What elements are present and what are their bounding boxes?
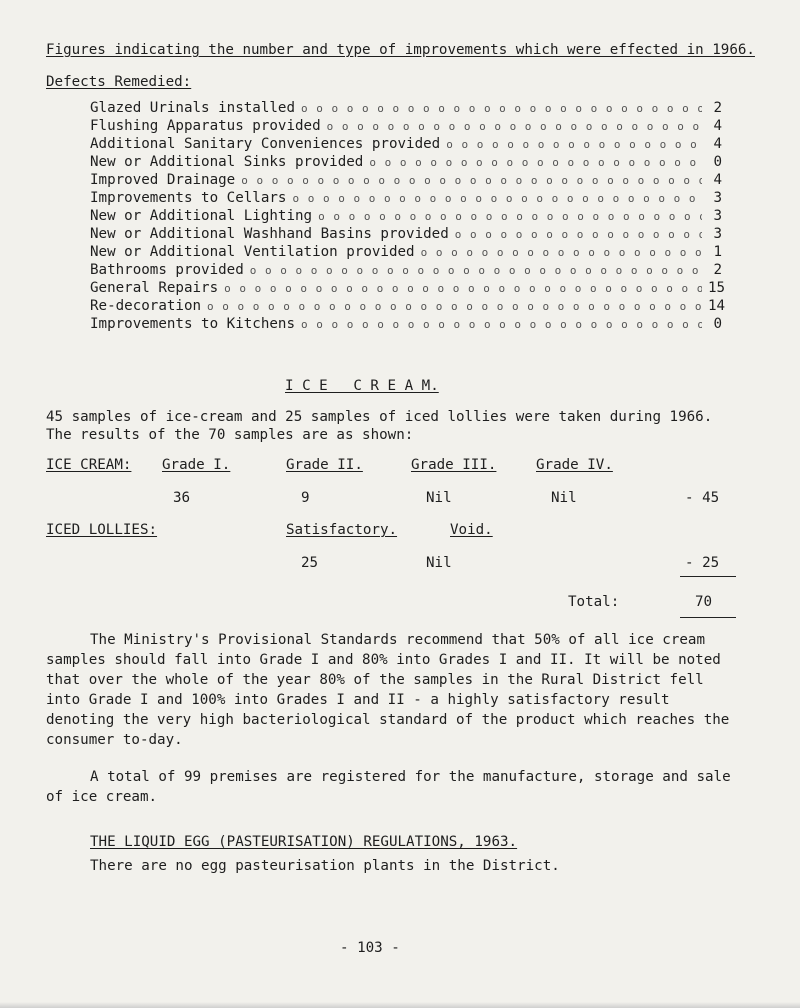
defect-label: Improved Drainage — [90, 172, 236, 188]
defect-label: Glazed Urinals installed — [90, 100, 295, 116]
grade-2-value: 9 — [301, 490, 310, 506]
void-value: Nil — [426, 555, 452, 571]
defect-row — [90, 154, 722, 172]
defect-row — [90, 136, 722, 154]
ice-cream-total: - 45 — [685, 490, 720, 506]
defect-label: General Repairs — [90, 280, 219, 296]
defect-row — [90, 280, 726, 298]
defect-row — [90, 262, 722, 280]
iced-lollies-total: - 25 — [685, 555, 720, 571]
total-underline — [680, 617, 736, 618]
grade-3-value: Nil — [426, 490, 452, 506]
leader-dots — [224, 282, 702, 295]
leader-dots — [446, 138, 702, 151]
premises-paragraph: A total of 99 premises are registered for the manufacture, storage and sale of ice cream. — [46, 769, 731, 805]
defect-count: 4 — [713, 118, 722, 134]
leader-dots — [318, 210, 702, 223]
defect-row — [90, 298, 726, 316]
iced-lollies-label: ICED LOLLIES: — [46, 522, 158, 538]
ice-cream-title: I C E C R E A M. — [285, 378, 439, 394]
leader-dots — [455, 228, 702, 241]
defect-row — [90, 118, 722, 136]
leader-dots — [301, 318, 702, 331]
total-rule — [680, 576, 736, 577]
grade-4-value: Nil — [551, 490, 577, 506]
total-label: Total: — [568, 594, 620, 610]
defect-label: Re-decoration — [90, 298, 202, 314]
defect-label: New or Additional Sinks provided — [90, 154, 364, 170]
defect-count: 3 — [713, 226, 722, 242]
ice-cream-intro-line1: 45 samples of ice-cream and 25 samples of iced lollies were taken during 1966. — [46, 409, 713, 425]
egg-regulations-heading: THE LIQUID EGG (PASTEURISATION) REGULATIONS, 1963. — [90, 834, 518, 850]
defect-label: Bathrooms provided — [90, 262, 244, 278]
defect-count: 15 — [708, 280, 726, 296]
grade-2-header: Grade II. — [286, 457, 363, 473]
defect-row — [90, 100, 722, 118]
defect-row — [90, 244, 722, 262]
grade-4-header: Grade IV. — [536, 457, 613, 473]
defect-count: 1 — [713, 244, 722, 260]
defect-row — [90, 172, 722, 190]
void-header: Void. — [450, 522, 493, 538]
ice-cream-intro-line2: The results of the 70 samples are as shown: — [46, 427, 414, 443]
defect-row — [90, 226, 722, 244]
leader-dots — [207, 300, 702, 313]
leader-dots — [250, 264, 702, 277]
defect-count: 2 — [713, 262, 722, 278]
defect-label: Flushing Apparatus provided — [90, 118, 321, 134]
defect-count: 0 — [713, 154, 722, 170]
defect-count: 14 — [708, 298, 726, 314]
leader-dots — [292, 192, 702, 205]
leader-dots — [241, 174, 702, 187]
defects-title: Defects Remedied: — [46, 74, 192, 90]
scan-edge-shadow — [0, 1002, 800, 1008]
defect-label: Additional Sanitary Conveniences provided — [90, 136, 441, 152]
defect-label: Improvements to Cellars — [90, 190, 287, 206]
standards-paragraph: The Ministry's Provisional Standards recommend that 50% of all ice cream samples should fall into Grade I and 80% into Grades I and II. It will be noted that over the whole of the year 80% of the samples in the Rural District fell into Grade I and 100% into Grades I and II - a highly satisfactory result denoting the very high bacteriological standard of the product which reaches the consumer to-day. — [46, 632, 730, 748]
total-value: 70 — [695, 594, 713, 610]
satisfactory-value: 25 — [301, 555, 319, 571]
page-heading: Figures indicating the number and type of improvements which were effected in 1966. — [46, 42, 755, 58]
leader-dots — [421, 246, 702, 259]
defect-label: Improvements to Kitchens — [90, 316, 295, 332]
leader-dots — [301, 102, 702, 115]
leader-dots — [369, 156, 702, 169]
defect-count: 3 — [713, 208, 722, 224]
defect-row — [90, 316, 722, 334]
defect-count: 2 — [713, 100, 722, 116]
defect-count: 0 — [713, 316, 722, 332]
egg-regulations-text: There are no egg pasteurisation plants in the District. — [90, 858, 560, 874]
defect-label: New or Additional Lighting — [90, 208, 313, 224]
page-number: - 103 - — [340, 940, 400, 956]
defect-row — [90, 208, 722, 226]
grade-1-header: Grade I. — [162, 457, 231, 473]
defect-count: 4 — [713, 172, 722, 188]
ice-cream-label: ICE CREAM: — [46, 457, 132, 473]
grade-3-header: Grade III. — [411, 457, 497, 473]
defect-label: New or Additional Washhand Basins provided — [90, 226, 449, 242]
defect-label: New or Additional Ventilation provided — [90, 244, 415, 260]
defect-count: 4 — [713, 136, 722, 152]
grade-1-value: 36 — [173, 490, 191, 506]
leader-dots — [327, 120, 702, 133]
defect-row — [90, 190, 722, 208]
satisfactory-header: Satisfactory. — [286, 522, 398, 538]
defect-count: 3 — [713, 190, 722, 206]
